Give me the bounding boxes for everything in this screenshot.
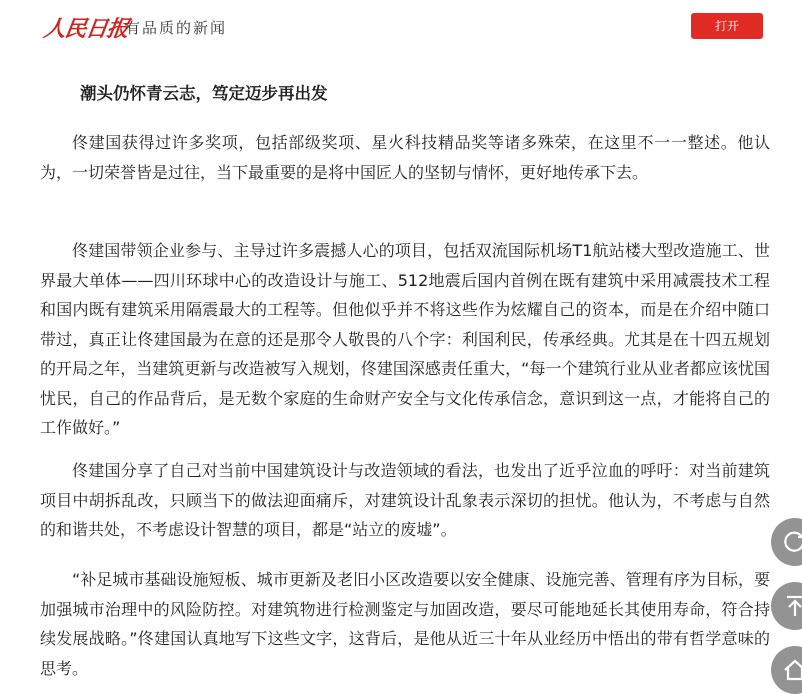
open-app-button[interactable]: 打开 xyxy=(691,13,763,39)
article-paragraph: 佟建国获得过许多奖项，包括部级奖项、星火科技精品奖等诸多殊荣，在这里不一一整述。他认为，一切荣誉皆是过往，当下最重要的是将中国匠人的坚韧与情怀，更好地传承下去。 xyxy=(40,133,770,182)
back-to-top-icon xyxy=(781,592,802,620)
header-slogan: 有品质的新闻 xyxy=(125,19,228,37)
refresh-icon xyxy=(781,528,802,556)
article-paragraph: “补足城市基础设施短板、城市更新及老旧小区改造要以安全健康、设施完善、管理有序为目标，要加强城市治理中的风险防控。对建筑物进行检测鉴定与加固改造，要尽可能地延长其使用寿命，符合持续发展战略。”佟建国认真地写下这些文字，这背后，是他从近三十年从业经历中悟出的带有哲学意味的思考。 xyxy=(40,570,770,678)
people-daily-logo[interactable]: 人民日报 xyxy=(41,16,130,42)
home-button[interactable] xyxy=(771,646,802,694)
home-icon xyxy=(781,656,802,684)
back-to-top-button[interactable] xyxy=(771,582,802,630)
article-paragraph: 佟建国分享了自己对当前中国建筑设计与改造领域的看法，也发出了近乎泣血的呼吁：对当前建筑项目中胡拆乱改，只顾当下的做法迎面痛斥，对建筑设计乱象表示深切的担忧。他认为，不考虑与自然的和谐共处，不考虑设计智慧的项目，都是“站立的废墟”。 xyxy=(40,461,770,539)
top-bar xyxy=(0,0,802,54)
article-paragraph: 佟建国带领企业参与、主导过许多震撼人心的项目，包括双流国际机场T1航站楼大型改造施工、世界最大单体——四川环球中心的改造设计与施工、512地震后国内首例在既有建筑中采用减震技术工程和国内既有建筑采用隔震最大的工程等。但他似乎并不将这些作为炫耀自己的资本，而是在介绍中随口带过，真正让佟建国最为在意的还是那令人敬畏的八个字：利国利民，传承经典。尤其是在十四五规划的开局之年，当建筑更新与改造被写入规划，佟建国深感责任重大，“每一个建筑行业从业者都应该忧国忧民，自己的作品背后，是无数个家庭的生命财产安全与文化传承信念，意识到这一点，才能将自己的工作做好。” xyxy=(40,241,770,437)
refresh-button[interactable] xyxy=(771,518,802,566)
article-subtitle: 潮头仍怀青云志，笃定迈步再出发 xyxy=(80,84,328,103)
